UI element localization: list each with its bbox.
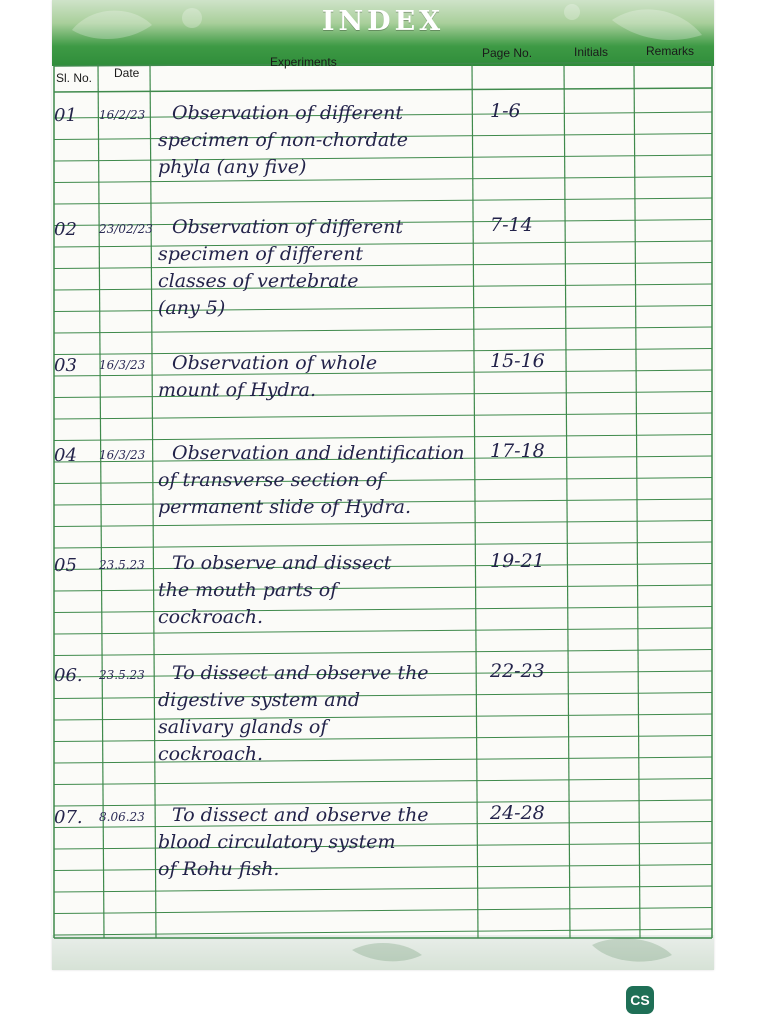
entry-experiment-line: Observation of whole: [172, 352, 378, 374]
header-sl-no: Sl. No.: [56, 71, 93, 85]
entry-sl-no: 05: [54, 555, 77, 576]
notebook-page: [52, 0, 714, 970]
ruling-line: [564, 64, 570, 938]
header-initials: Initials: [574, 45, 609, 59]
entry-date: 23.5.23: [99, 668, 145, 682]
entry-date: 16/2/23: [99, 108, 146, 122]
ruling-line: [54, 349, 712, 355]
header-date: Date: [114, 66, 140, 80]
header-experiments: Experiments: [270, 55, 337, 69]
entry-experiment-line: of transverse section of: [158, 469, 385, 491]
entry-experiment-line: the mouth parts of: [158, 579, 338, 601]
entry-experiment-line: mount of Hydra.: [158, 379, 317, 401]
ruling-line: [54, 886, 712, 892]
ruling-line: [54, 263, 712, 269]
ruling-line: [54, 88, 712, 92]
entry-page-no: 19-21: [490, 550, 545, 572]
entry-page-no: 17-18: [490, 440, 545, 462]
entry-date: 16/3/23: [99, 448, 146, 462]
ruling-line: [54, 714, 712, 720]
entry-date: 16/3/23: [99, 358, 146, 372]
ruling-line: [54, 779, 712, 785]
page-title: INDEX: [321, 6, 445, 37]
entry-page-no: 15-16: [490, 350, 545, 372]
entry-sl-no: 07.: [54, 807, 83, 828]
entry-page-no: 1-6: [490, 100, 521, 122]
entry-experiment-line: Observation of different: [172, 102, 403, 124]
entry-experiment-line: phyla (any five): [158, 156, 307, 178]
ruling-line: [54, 929, 712, 935]
entry-sl-no: 01: [54, 105, 77, 126]
header-page-no: Page No.: [482, 46, 533, 60]
ruling-line: [634, 64, 640, 938]
entry-page-no: 7-14: [490, 214, 533, 236]
entry-date: 23/02/23: [99, 222, 153, 236]
entry-experiment-line: (any 5): [158, 297, 226, 319]
ruling-line: [54, 607, 712, 613]
entry-page-no: 22-23: [490, 660, 545, 682]
entry-sl-no: 03: [54, 355, 77, 376]
ruling-line: [54, 284, 712, 290]
ruling-line: [54, 327, 712, 333]
header-remarks: Remarks: [646, 44, 695, 58]
entry-sl-no: 06.: [54, 665, 83, 686]
entry-experiment-line: specimen of non-chordate: [158, 129, 409, 151]
ruling-line: [54, 628, 712, 634]
ruling-line: [150, 64, 156, 938]
entry-experiment-line: blood circulatory system: [158, 831, 396, 853]
ruling-line: [54, 155, 712, 161]
entry-experiment-line: of Rohu fish.: [158, 858, 280, 880]
entry-sl-no: 04: [54, 445, 77, 466]
index-table: [52, 38, 714, 944]
entry-date: 23.5.23: [99, 558, 145, 572]
entry-experiment-line: specimen of different: [158, 243, 364, 265]
entry-experiment-line: Observation and identification: [172, 442, 465, 464]
ruling-line: [54, 757, 712, 763]
ruling-line: [54, 306, 712, 312]
entry-experiment-line: To observe and dissect: [172, 552, 392, 574]
ruling-line: [54, 62, 712, 66]
entry-experiment-line: Observation of different: [172, 216, 403, 238]
entry-experiment-line: To dissect and observe the: [172, 804, 429, 826]
ruling-line: [54, 198, 712, 204]
scanner-logo-icon: CS: [626, 986, 654, 1014]
entry-sl-no: 02: [54, 219, 77, 240]
entry-experiment-line: permanent slide of Hydra.: [158, 496, 412, 518]
entry-experiment-line: digestive system and: [158, 689, 361, 711]
entry-experiment-line: To dissect and observe the: [172, 662, 429, 684]
entry-page-no: 24-28: [490, 802, 545, 824]
ruling-line: [54, 693, 712, 699]
entry-date: 8.06.23: [99, 810, 145, 824]
entry-experiment-line: salivary glands of: [158, 716, 328, 738]
ruling-line: [54, 908, 712, 914]
entry-experiment-line: classes of vertebrate: [158, 270, 359, 292]
entry-experiment-line: cockroach.: [158, 743, 264, 765]
ruling-line: [54, 736, 712, 742]
entry-experiment-line: cockroach.: [158, 606, 264, 628]
ruling-line: [54, 650, 712, 656]
ruling-line: [54, 865, 712, 871]
ruling-line: [54, 585, 712, 591]
ruling-line: [54, 177, 712, 183]
